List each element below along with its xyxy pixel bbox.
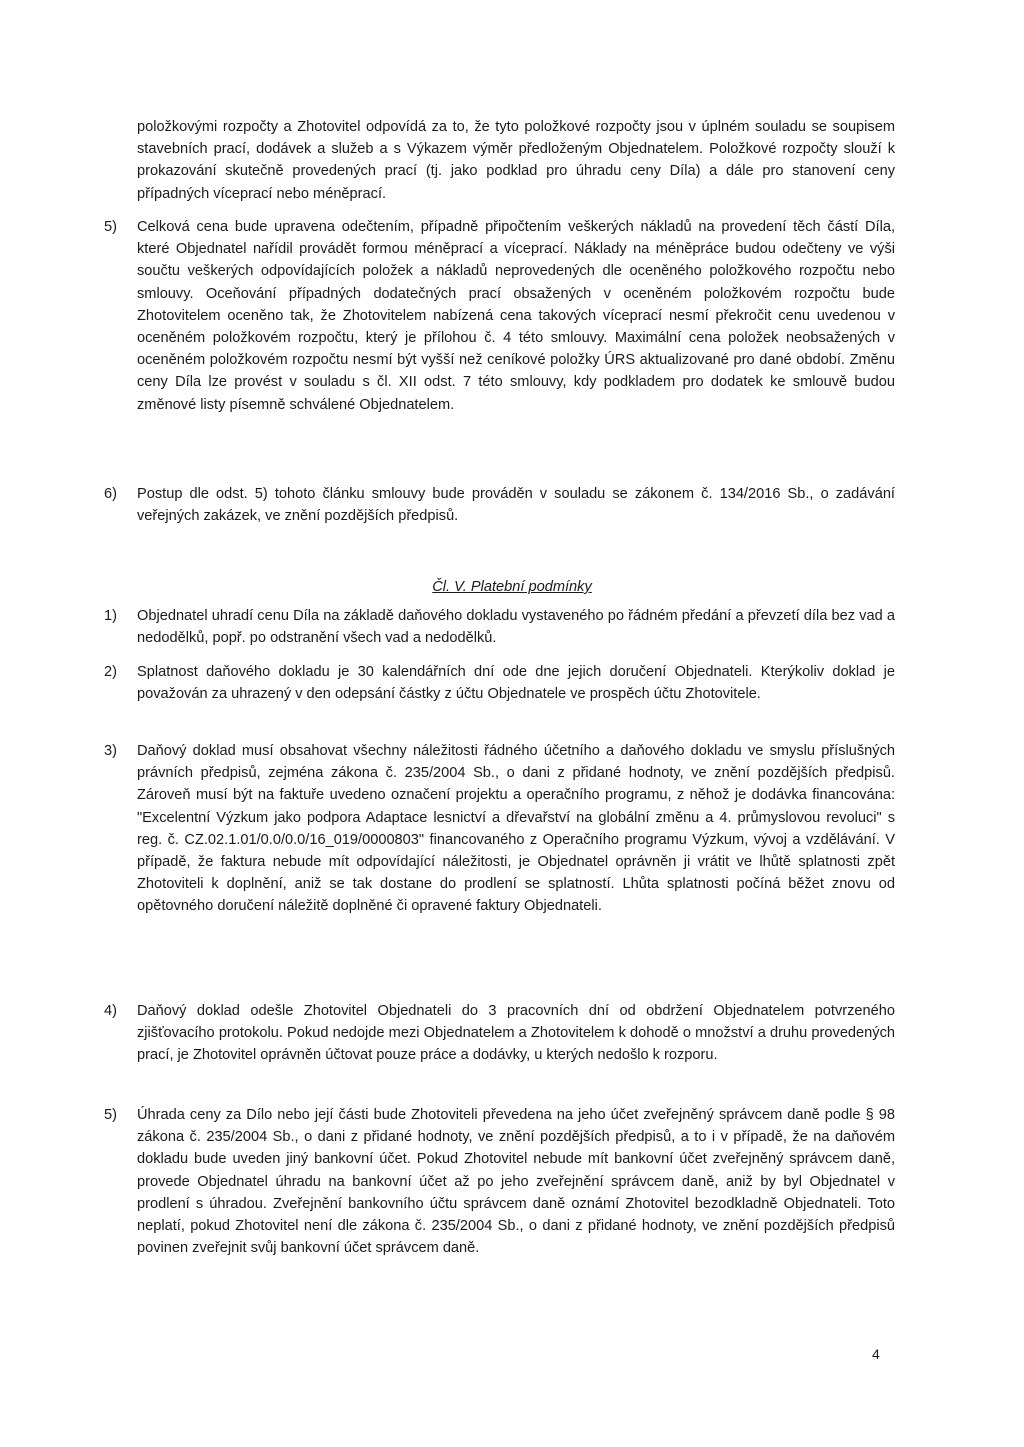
item-text: Daňový doklad odešle Zhotovitel Objednateli do 3 pracovních dní od obdržení Objednatelem potvrzeného zjišťovacího protokolu. Pokud nedojde mezi Objednatelem a Zhotovitelem k dohodě o množství a druhu provedených prací, je Zhotovitel oprávněn účtovat pouze práce a dodávky, u kterých nedošlo k rozporu. (137, 1003, 895, 1064)
item-number: 4) (104, 1003, 117, 1019)
item-number: 6) (104, 486, 117, 502)
article-iv-item-6 (104, 483, 895, 527)
article-v-item-3 (104, 740, 895, 918)
article-v-item-2 (104, 661, 895, 705)
article-iv-item-5 (104, 216, 895, 416)
section-heading: Čl. V. Platební podmínky (432, 579, 592, 595)
article-v-item-4 (104, 1000, 895, 1067)
item-text: Úhrada ceny za Dílo nebo její části bude Zhotoviteli převedena na jeho účet zveřejněný správcem daně podle § 98 zákona č. 235/2004 Sb., o dani z přidané hodnoty, ve znění pozdějších předpisů, a to i v případě, že na daňovém dokladu bude uveden jiný bankovní účet. Pokud Zhotovitel nebude mít bankovní účet zveřejněný správcem daně, provede Objednatel úhradu na bankovní účet až po jeho zveřejnění správcem daně, aniž by byl Objednatel v prodlení s úhradou. Zveřejnění bankovního účtu správcem daně oznámí Zhotovitel bezodkladně Objednateli. Toto neplatí, pokud Zhotovitel není dle zákona č. 235/2004 Sb., o dani z přidané hodnoty, ve znění pozdějších předpisů povinen zveřejnit svůj bankovní účet správcem daně. (137, 1107, 895, 1257)
item-text: Celková cena bude upravena odečtením, případně připočtením veškerých nákladů na provedení těch částí Díla, které Objednatel nařídil provádět formou méněprací a víceprací. Náklady na méněpráce budou odečteny ve výši součtu veškerých odpovídajících položek a nákladů neprovedených dle oceněného položkového rozpočtu nebo smlouvy. Oceňování případných dodatečných prací obsažených v oceněném položkovém rozpočtu bude Zhotovitelem oceněno tak, že Zhotovitelem nabízená cena takových víceprací nesmí překročit cenu uvedenou v oceněném položkovém rozpočtu, který je přílohou č. 4 této smlouvy. Maximální cena položek neobsažených v oceněném položkovém rozpočtu nesmí být vyšší než ceníkové položky ÚRS aktualizované pro dané období. Změnu ceny Díla lze provést v souladu s čl. XII odst. 7 této smlouvy, kdy podkladem pro dodatek ke smlouvě budou změnové listy písemně schválené Objednatelem. (137, 219, 895, 413)
item-number: 3) (104, 743, 117, 759)
intro-paragraph: položkovými rozpočty a Zhotovitel odpovídá za to, že tyto položkové rozpočty jsou v úplném souladu se soupisem stavebních prací, dodávek a služeb a s Výkazem výměr předloženým Objednatelem. Položkové rozpočty slouží k prokazování skutečně provedených prací (tj. jako podklad pro úhradu ceny Díla) a dále pro stanovení ceny případných víceprací nebo méněprací. (137, 119, 895, 202)
item-number: 5) (104, 1107, 117, 1123)
item-number: 5) (104, 219, 117, 235)
item-number: 1) (104, 608, 117, 624)
item-text: Postup dle odst. 5) tohoto článku smlouvy bude prováděn v souladu se zákonem č. 134/2016 Sb., o zadávání veřejných zakázek, ve znění pozdějších předpisů. (137, 486, 895, 525)
item-number: 2) (104, 664, 117, 680)
item-text: Objednatel uhradí cenu Díla na základě daňového dokladu vystaveného po řádném předání a převzetí díla bez vad a nedodělků, popř. po odstranění všech vad a nedodělků. (137, 608, 895, 647)
article-v-item-1 (104, 605, 895, 649)
item-text: Splatnost daňového dokladu je 30 kalendářních dní ode dne jejich doručení Objednateli. Kterýkoliv doklad je považován za uhrazený v den odepsání částky z účtu Objednatele ve prospěch účtu Zhotovitele. (137, 664, 895, 703)
item-text: Daňový doklad musí obsahovat všechny náležitosti řádného účetního a daňového dokladu ve smyslu příslušných právních předpisů, zejména zákona č. 235/2004 Sb., o dani z přidané hodnoty, ve znění pozdějších předpisů. Zároveň musí být na faktuře uvedeno označení projektu a operačního programu, z něhož je dodávka financována: "Excelentní Výzkum jako podpora Adaptace lesnictví a dřevařství na globální změnu a 4. průmyslovou revoluci" s reg. č. CZ.02.1.01/0.0/0.0/16_019/0000803" financovaného z Operačního programu Výzkum, vývoj a vzdělávání. V případě, že faktura nebude mít odpovídající náležitosti, je Objednatel oprávněn ji vrátit ve lhůtě splatnosti zpět Zhotoviteli k doplnění, aniž se tak dostane do prodlení se splatností. Lhůta splatnosti počíná běžet znovu od opětovného doručení náležitě doplněné či opravené faktury Objednateli. (137, 743, 895, 915)
page-number: 4 (872, 1346, 880, 1362)
article-v-item-5 (104, 1104, 895, 1259)
